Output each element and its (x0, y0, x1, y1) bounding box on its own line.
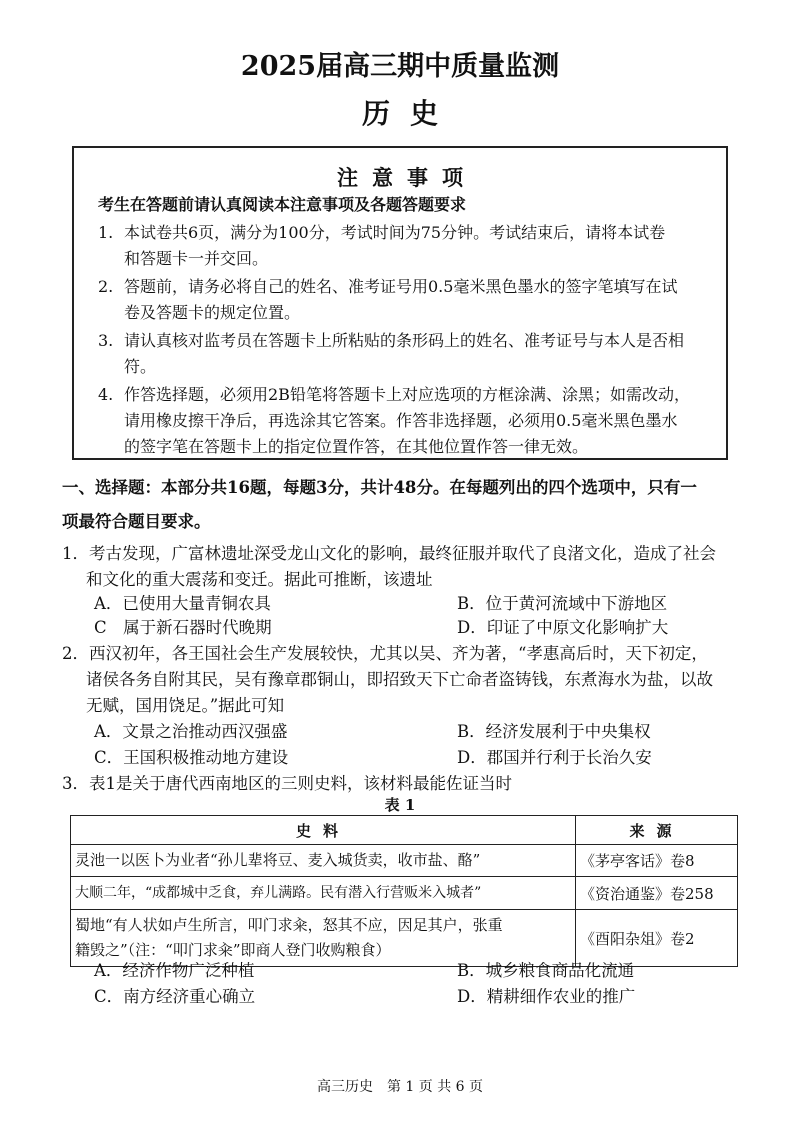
table-header-source: 来源 (576, 816, 738, 845)
question-2-stem-cont: 诸侯各务自附其民，吴有豫章郡铜山，即招致天下亡命者盗铸钱，东煮海水为盐，以故 (86, 670, 713, 689)
notice-item-4-cont: 请用橡皮擦干净后，再选涂其它答案。作答非选择题，必须用0.5毫米黑色墨水 (124, 411, 678, 430)
notice-item-1: 1. 本试卷共6页，满分为100分，考试时间为75分钟。考试结束后，请将本试卷 (98, 223, 666, 242)
question-2-option-d: D．郡国并行利于长治久安 (457, 748, 652, 767)
notice-box (72, 146, 728, 460)
question-1-option-c: C 属于新石器时代晚期 (94, 618, 272, 637)
question-2-option-b: B．经济发展利于中央集权 (457, 722, 651, 741)
notice-heading: 注意事项 (337, 165, 477, 190)
question-2-stem: 2．西汉初年，各王国社会生产发展较快，尤其以吴、齐为著，“孝惠高后时，天下初定， (62, 644, 708, 663)
page-footer: 高三历史 第 1 页 共 6 页 (316, 1079, 484, 1095)
question-2-stem-cont: 无赋，国用饶足。”据此可知 (86, 696, 285, 715)
table-header-material: 史料 (71, 816, 576, 845)
section-header: 一、选择题：本部分共16题，每题3分，共计48分。在每题列出的四个选项中，只有一 (62, 478, 697, 497)
question-1-option-b: B．位于黄河流域中下游地区 (457, 594, 668, 613)
table-header-row (71, 816, 738, 845)
question-1-option-d: D．印证了中原文化影响扩大 (457, 618, 669, 637)
notice-item-3-cont: 符。 (124, 357, 157, 376)
question-1-stem: 1．考古发现，广富林遗址深受龙山文化的影响，最终征服并取代了良渚文化，造成了社会 (62, 544, 716, 563)
question-3-option-b: B．城乡粮食商品化流通 (457, 961, 635, 980)
table-cell-material: 蜀地“有人状如卢生所言，叩门求籴，怒其不应，因足其户，张重 籍毁之”（注：“叩门求籴”即商人登门收购粮食） (71, 910, 576, 967)
question-1-stem-cont: 和文化的重大震荡和变迁。据此可推断，该遗址 (86, 570, 433, 589)
notice-item-3: 3. 请认真核对监考员在答题卡上所粘贴的条形码上的姓名、准考证号与本人是否相 (98, 331, 685, 350)
question-1-option-a: A．已使用大量青铜农具 (94, 594, 271, 613)
question-2-option-a: A．文景之治推动西汉强盛 (94, 722, 288, 741)
notice-item-4-cont: 的签字笔在答题卡上的指定位置作答，在其他位置作答一律无效。 (124, 437, 589, 456)
table-row (71, 845, 738, 877)
table-cell-source: 《资治通鉴》卷258 (576, 877, 738, 910)
question-3-stem: 3．表1是关于唐代西南地区的三则史料，该材料最能佐证当时 (62, 774, 512, 793)
notice-item-2-cont: 卷及答题卡的规定位置。 (124, 303, 301, 322)
table-cell-source: 《酉阳杂俎》卷2 (576, 910, 738, 967)
question-3-option-c: C．南方经济重心确立 (94, 987, 256, 1006)
question-2-option-c: C．王国积极推动地方建设 (94, 748, 289, 767)
subject-title: 历史 (361, 97, 458, 130)
table-cell-source: 《茅亭客话》卷8 (576, 845, 738, 877)
notice-item-4: 4. 作答选择题，必须用2B铅笔将答题卡上对应选项的方框涂满、涂黑；如需改动， (98, 385, 690, 404)
table-caption: 表 1 (384, 796, 416, 814)
table-cell-material: 灵池一以医卜为业者“孙儿辈将豆、麦入城货卖，收市盐、酪” (71, 845, 576, 877)
table-row (71, 877, 738, 910)
question-3-option-a: A．经济作物广泛种植 (94, 961, 255, 980)
notice-item-2: 2. 答题前，请务必将自己的姓名、准考证号用0.5毫米黑色墨水的签字笔填写在试 (98, 277, 678, 296)
source-table (70, 815, 738, 967)
question-3-option-d: D．精耕细作农业的推广 (457, 987, 636, 1006)
section-header-cont: 项最符合题目要求。 (62, 512, 211, 531)
notice-intro: 考生在答题前请认真阅读本注意事项及各题答题要求 (98, 195, 467, 214)
notice-item-1-cont: 和答题卡一并交回。 (124, 249, 269, 268)
table-cell-material: 大顺二年，“成都城中乏食，弃儿满路。民有潜入行营贩米入城者” (71, 877, 576, 910)
exam-title: 2025届高三期中质量监测 (240, 51, 560, 82)
